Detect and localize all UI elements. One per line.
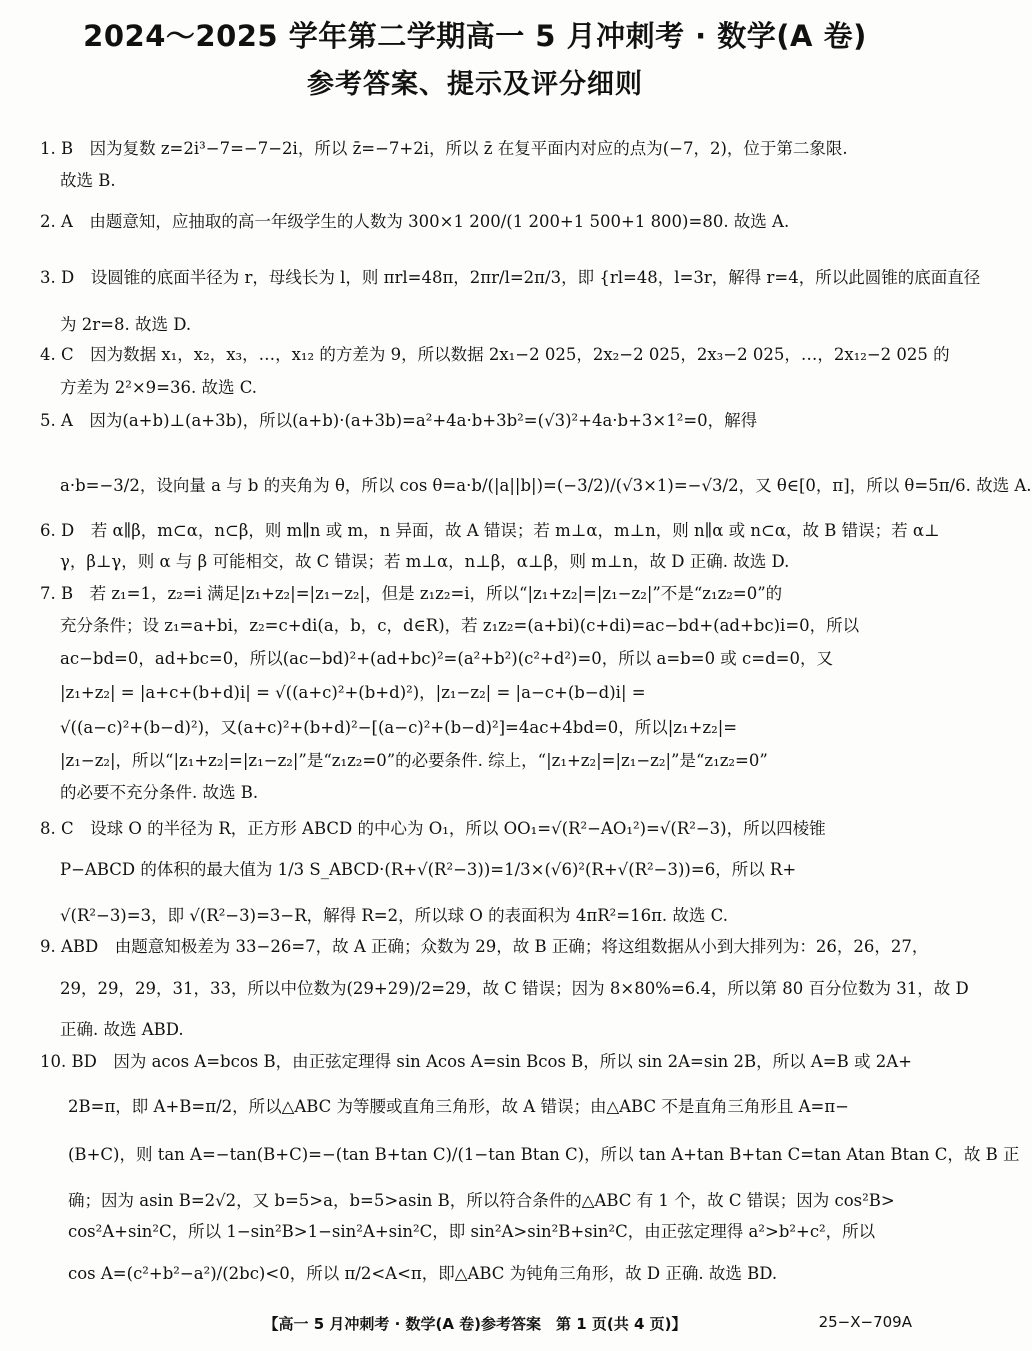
answer-line: 2B=π，即 A+B=π/2，所以△ABC 为等腰或直角三角形，故 A 错误；由△ABC 不是直角三角形且 A=π− (68, 1097, 850, 1116)
answer-line: cos²A+sin²C，所以 1−sin²B>1−sin²A+sin²C，即 sin²A>sin²B+sin²C，由正弦定理得 a²>b²+c²，所以 (68, 1222, 876, 1241)
answer-line: 8. C 设球 O 的半径为 R，正方形 ABCD 的中心为 O₁，所以 OO₁=√(R²−AO₁²)=√(R²−3)，所以四棱锥 (40, 819, 826, 838)
answer-line: 2. A 由题意知，应抽取的高一年级学生的人数为 300×1 200/(1 200+1 500+1 800)=80. 故选 A. (40, 212, 790, 231)
answer-line: √(R²−3)=3，即 √(R²−3)=3−R，解得 R=2，所以球 O 的表面积为 4πR²=16π. 故选 C. (60, 906, 728, 925)
answer-line: (B+C)，则 tan A=−tan(B+C)=−(tan B+tan C)/(1−tan Btan C)，所以 tan A+tan B+tan C=tan Atan Btan C，故 B 正 (68, 1145, 1020, 1164)
answer-line: 29，29，29，31，33，所以中位数为(29+29)/2=29，故 C 错误；因为 8×80%=6.4，所以第 80 百分位数为 31，故 D (60, 979, 969, 998)
page-subtitle: 参考答案、提示及评分细则 (307, 69, 643, 100)
answer-line: 为 2r=8. 故选 D. (60, 315, 192, 334)
answer-line: cos A=(c²+b²−a²)/(2bc)<0，所以 π/2<A<π，即△ABC 为钝角三角形，故 D 正确. 故选 BD. (68, 1264, 778, 1283)
answer-line: |z₁−z₂|，所以“|z₁+z₂|=|z₁−z₂|”是“z₁z₂=0”的必要条件. 综上，“|z₁+z₂|=|z₁−z₂|”是“z₁z₂=0” (60, 751, 768, 770)
answer-line: a·b=−3/2，设向量 a 与 b 的夹角为 θ，所以 cos θ=a·b/(|a||b|)=(−3/2)/(√3×1)=−√3/2，又 θ∈[0，π]，所以 θ=5π/6. 故选 A. (60, 476, 1032, 495)
answer-line: 5. A 因为(a+b)⊥(a+3b)，所以(a+b)·(a+3b)=a²+4a·b+3b²=(√3)²+4a·b+3×1²=0，解得 (40, 411, 758, 430)
answer-line: 1. B 因为复数 z=2i³−7=−7−2i，所以 z̄=−7+2i，所以 z̄ 在复平面内对应的点为(−7，2)，位于第二象限. (40, 139, 848, 158)
page-footer (0, 1313, 950, 1339)
answer-line: 确；因为 asin B=2√2，又 b=5>a，b=5>asin B，所以符合条件的△ABC 有 1 个，故 C 错误；因为 cos²B> (68, 1191, 895, 1210)
answer-line: P−ABCD 的体积的最大值为 1/3 S_ABCD·(R+√(R²−3))=1/3×(√6)²(R+√(R²−3))=6，所以 R+ (60, 860, 797, 879)
answer-line: 的必要不充分条件. 故选 B. (60, 783, 259, 802)
answer-line: 充分条件；设 z₁=a+bi，z₂=c+di(a，b，c，d∈R)，若 z₁z₂=(a+bi)(c+di)=ac−bd+(ad+bc)i=0，所以 (60, 616, 860, 635)
footer-code: 25−X−709A (818, 1313, 912, 1331)
answer-line: 故选 B. (60, 171, 116, 190)
footer-page-info: 【高一 5 月冲刺考 · 数学(A 卷)参考答案 第 1 页(共 4 页)】 (263, 1315, 687, 1333)
answer-line: 方差为 2²×9=36. 故选 C. (60, 378, 258, 397)
answer-line: √((a−c)²+(b−d)²)，又(a+c)²+(b+d)²−[(a−c)²+(b−d)²]=4ac+4bd=0，所以|z₁+z₂|= (60, 718, 738, 737)
page-title: 2024～2025 学年第二学期高一 5 月冲刺考 · 数学(A 卷) (83, 19, 867, 53)
answer-line: 4. C 因为数据 x₁，x₂，x₃，…，x₁₂ 的方差为 9，所以数据 2x₁−2 025，2x₂−2 025，2x₃−2 025，…，2x₁₂−2 025 的 (40, 345, 950, 364)
answer-line: γ，β⊥γ，则 α 与 β 可能相交，故 C 错误；若 m⊥α，n⊥β，α⊥β，则 m⊥n，故 D 正确. 故选 D. (60, 552, 790, 571)
answer-line: 7. B 若 z₁=1，z₂=i 满足|z₁+z₂|=|z₁−z₂|，但是 z₁z₂=i，所以“|z₁+z₂|=|z₁−z₂|”不是“z₁z₂=0”的 (40, 584, 783, 603)
answer-line: |z₁+z₂| = |a+c+(b+d)i| = √((a+c)²+(b+d)²)，|z₁−z₂| = |a−c+(b−d)i| = (60, 683, 646, 702)
answer-line: ac−bd=0，ad+bc=0，所以(ac−bd)²+(ad+bc)²=(a²+b²)(c²+d²)=0，所以 a=b=0 或 c=d=0，又 (60, 649, 834, 668)
answer-line: 6. D 若 α∥β，m⊂α，n⊂β，则 m∥n 或 m，n 异面，故 A 错误；若 m⊥α，m⊥n，则 n∥α 或 n⊂α，故 B 错误；若 α⊥ (40, 521, 940, 540)
answer-line: 9. ABD 由题意知极差为 33−26=7，故 A 正确；众数为 29，故 B 正确；将这组数据从小到大排列为：26，26，27， (40, 937, 929, 956)
answer-line: 3. D 设圆锥的底面半径为 r，母线长为 l，则 πrl=48π，2πr/l=2π/3，即 {rl=48，l=3r，解得 r=4，所以此圆锥的底面直径 (40, 268, 981, 287)
answer-line: 正确. 故选 ABD. (60, 1020, 184, 1039)
answer-line: 10. BD 因为 acos A=bcos B，由正弦定理得 sin Acos A=sin Bcos B，所以 sin 2A=sin 2B，所以 A=B 或 2A+ (40, 1052, 912, 1071)
